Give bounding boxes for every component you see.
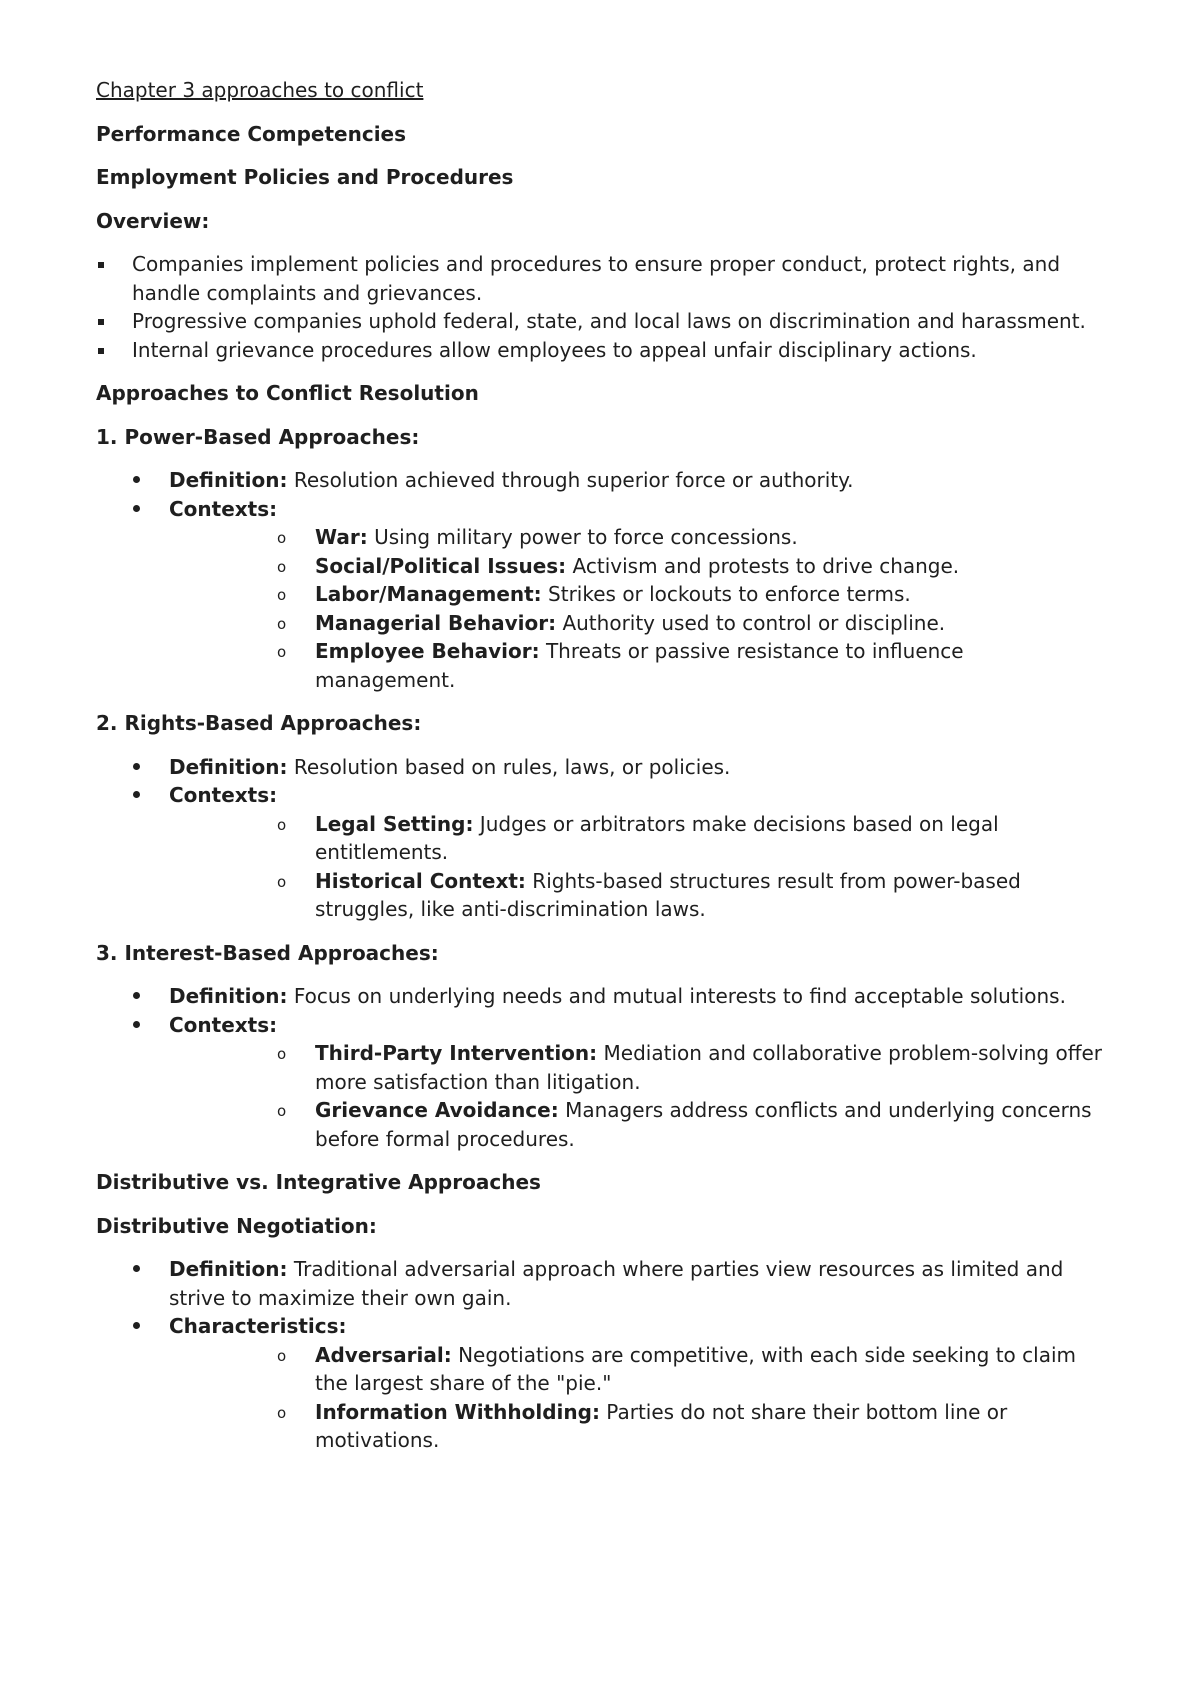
list-item-contexts (96, 781, 1106, 924)
list-item (169, 552, 1106, 581)
label: Employee Behavior: (315, 639, 540, 663)
text: Negotiations are competitive, with each side seeking to claim the largest share of the "pie." (315, 1342, 1076, 1395)
label: Information Withholding: (315, 1399, 600, 1424)
label: Adversarial: (315, 1342, 452, 1367)
heading-overview: Overview: (96, 208, 210, 233)
heading-distributive-vs-integrative: Distributive vs. Integrative Approaches (96, 1170, 541, 1194)
text: Resolution achieved through superior force or authority. (287, 468, 854, 492)
list-item (169, 609, 1106, 638)
list-item (169, 1096, 1106, 1153)
label: Characteristics: (169, 1314, 347, 1338)
document-body (96, 76, 1106, 1470)
heading-performance-competencies: Performance Competencies (96, 121, 407, 146)
label: Labor/Management: (315, 582, 542, 606)
overview-list (96, 250, 1106, 364)
list-item-characteristics (96, 1312, 1106, 1455)
document-title: Chapter 3 approaches to conflict (96, 78, 424, 102)
label: Historical Context: (315, 868, 526, 893)
list-item (169, 810, 1106, 867)
heading-distributive-negotiation: Distributive Negotiation: (96, 1213, 377, 1238)
text: Parties do not share their bottom line or motivations. (315, 1399, 1008, 1452)
text: Mediation and collaborative problem-solving offer more satisfaction than litigation. (315, 1041, 1103, 1094)
text: Authority used to control or discipline. (556, 610, 946, 635)
interest-contexts-list (96, 1039, 1106, 1153)
label: Managerial Behavior: (315, 610, 557, 635)
list-item (169, 1398, 1106, 1455)
text: Strikes or lockouts to enforce terms. (541, 582, 911, 606)
heading-interest-based: 3. Interest-Based Approaches: (96, 940, 439, 965)
list-item: Companies implement policies and procedures to ensure proper conduct, protect rights, and handle complaints and grievances. (96, 250, 1106, 307)
text: Judges or arbitrators make decisions based on legal entitlements. (315, 811, 999, 864)
text: Managers address conflicts and underlying concerns before formal procedures. (315, 1098, 1092, 1151)
list-item-definition (96, 982, 1106, 1011)
label: Definition: (169, 468, 288, 492)
list-item-definition (96, 1255, 1106, 1312)
list-item-contexts (96, 1011, 1106, 1154)
text: Traditional adversarial approach where parties view resources as limited and strive to maximize their own gain. (169, 1257, 1064, 1310)
label: Contexts: (169, 496, 278, 521)
list-item-definition (96, 466, 1106, 495)
label: Definition: (169, 754, 288, 779)
power-contexts-list (96, 523, 1106, 694)
text: Threats or passive resistance to influence management. (315, 639, 964, 692)
label: Contexts: (169, 1012, 278, 1037)
label: Legal Setting: (315, 811, 474, 836)
heading-power-based: 1. Power-Based Approaches: (96, 424, 420, 449)
list-item (169, 1039, 1106, 1096)
rights-based-list (96, 753, 1106, 924)
text: Using military power to force concessions. (367, 525, 798, 549)
text: Resolution based on rules, laws, or policies. (287, 754, 731, 779)
list-item: Internal grievance procedures allow employees to appeal unfair disciplinary actions. (96, 336, 1106, 365)
list-item (169, 523, 1106, 552)
label: Definition: (169, 1257, 288, 1281)
text: Focus on underlying needs and mutual interests to find acceptable solutions. (287, 984, 1066, 1008)
list-item-contexts (96, 495, 1106, 695)
list-item-definition (96, 753, 1106, 782)
list-item: Progressive companies uphold federal, state, and local laws on discrimination and harassment. (96, 307, 1106, 336)
label: Definition: (169, 984, 288, 1008)
distributive-list (96, 1255, 1106, 1455)
list-item (169, 637, 1106, 694)
label: Contexts: (169, 783, 278, 807)
list-item (169, 1341, 1106, 1398)
list-item (169, 867, 1106, 924)
list-item (169, 580, 1106, 609)
heading-approaches-to-conflict: Approaches to Conflict Resolution (96, 381, 479, 405)
label: Social/Political Issues: (315, 553, 567, 578)
label: Grievance Avoidance: (315, 1098, 559, 1122)
interest-based-list (96, 982, 1106, 1153)
heading-rights-based: 2. Rights-Based Approaches: (96, 711, 422, 735)
text: Activism and protests to drive change. (566, 553, 960, 578)
distributive-characteristics-list (96, 1341, 1106, 1455)
label: War: (315, 525, 368, 549)
text: Rights-based structures result from power-based struggles, like anti-discrimination laws. (315, 868, 1021, 921)
rights-contexts-list (96, 810, 1106, 924)
power-based-list (96, 466, 1106, 694)
heading-employment-policies: Employment Policies and Procedures (96, 165, 514, 189)
label: Third-Party Intervention: (315, 1041, 598, 1065)
